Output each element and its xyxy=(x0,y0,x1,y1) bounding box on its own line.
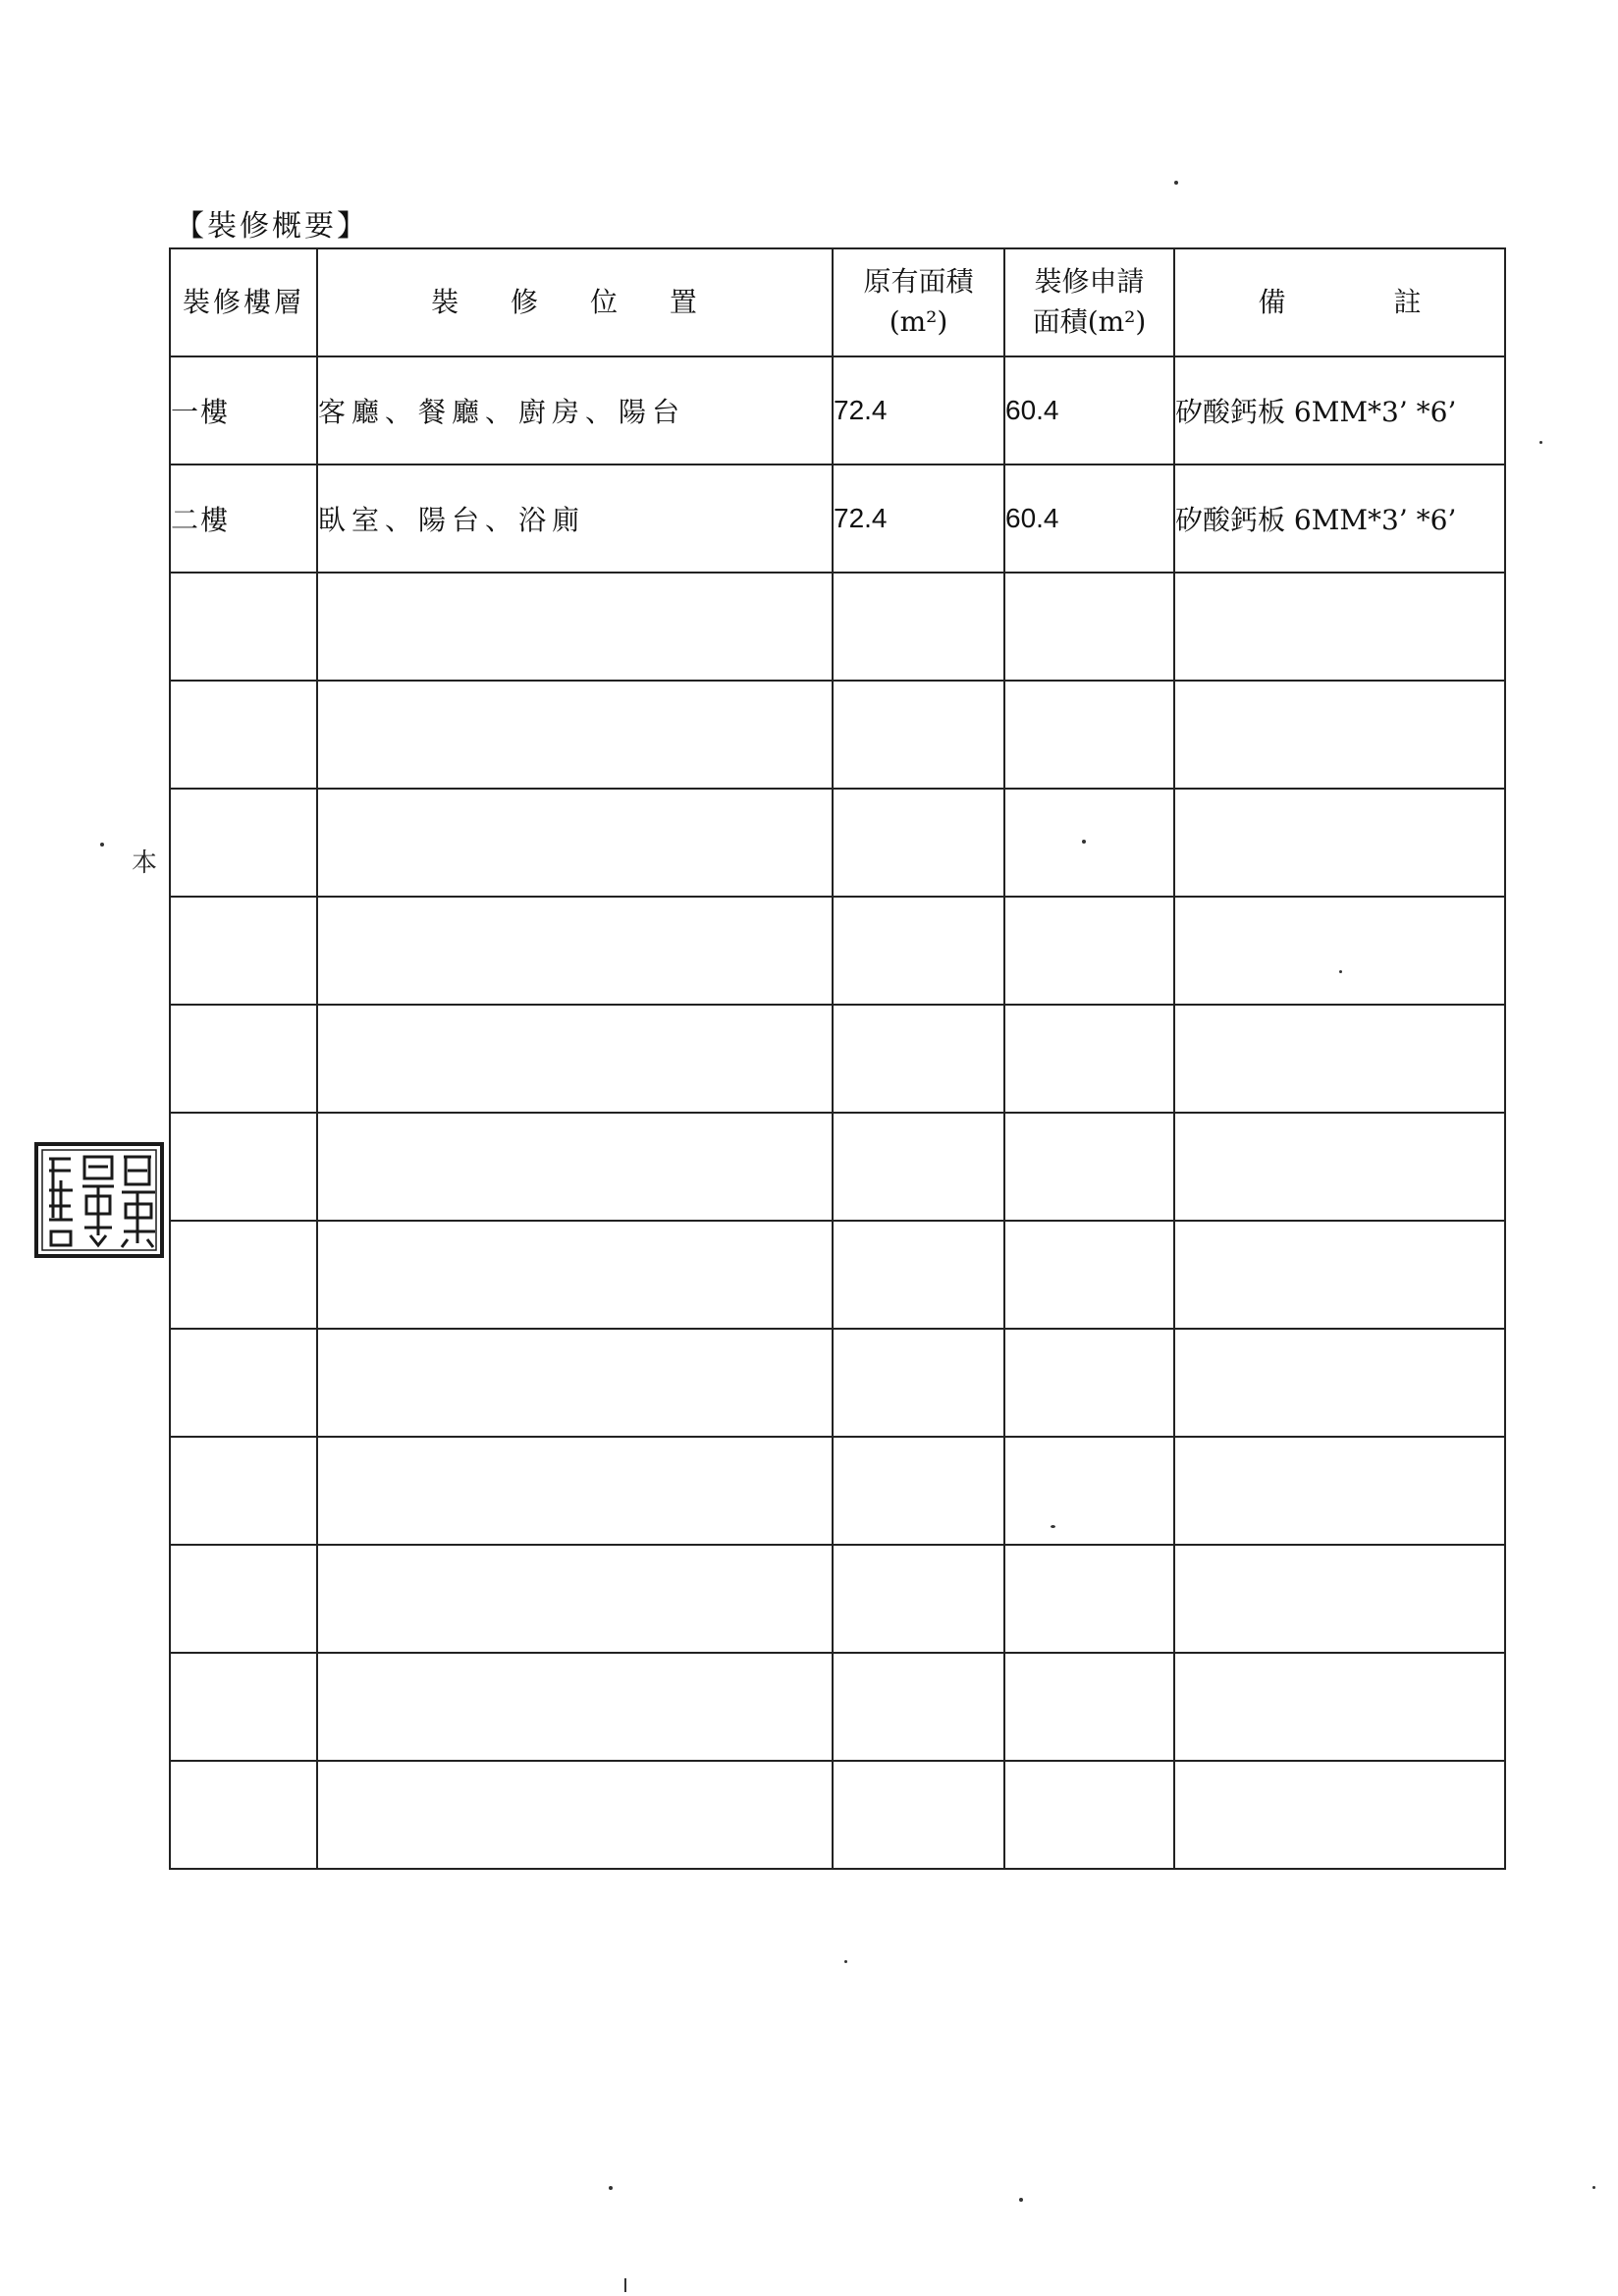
empty-table-row xyxy=(170,1761,1505,1869)
empty-table-row xyxy=(170,681,1505,789)
header-remarks xyxy=(1174,248,1505,356)
cell-location xyxy=(317,1653,833,1761)
cell-location xyxy=(317,1545,833,1653)
cell-original-area xyxy=(833,1221,1004,1329)
scan-speck xyxy=(609,2186,613,2190)
cell-original-area xyxy=(833,897,1004,1005)
header-floor: 裝修樓層 xyxy=(170,248,317,356)
cell-remarks xyxy=(1174,789,1505,897)
cell-original-area xyxy=(833,1329,1004,1437)
header-applied-area xyxy=(1004,248,1174,356)
scan-speck xyxy=(1539,441,1542,444)
cell-floor: 二樓 xyxy=(170,465,317,573)
header-original-area-line2: (m²) xyxy=(889,305,948,338)
empty-table-row xyxy=(170,1005,1505,1113)
table-row xyxy=(170,465,1505,573)
header-location-label: 裝 修 位 置 xyxy=(431,285,719,318)
cell-applied-area xyxy=(1004,681,1174,789)
scan-speck xyxy=(1339,970,1342,973)
cell-applied-area xyxy=(1004,1005,1174,1113)
section-title: 【裝修概要】 xyxy=(175,209,369,244)
cell-location xyxy=(317,789,833,897)
cell-original-area xyxy=(833,573,1004,681)
cell-location xyxy=(317,897,833,1005)
scan-speck xyxy=(1051,1525,1055,1528)
cell-floor xyxy=(170,1437,317,1545)
cell-floor xyxy=(170,1221,317,1329)
cell-remarks xyxy=(1174,1113,1505,1221)
scan-speck xyxy=(844,1960,847,1963)
cell-floor xyxy=(170,1545,317,1653)
empty-table-row xyxy=(170,1545,1505,1653)
cell-location xyxy=(317,1113,833,1221)
cell-applied-area xyxy=(1004,1545,1174,1653)
cell-remarks xyxy=(1174,1221,1505,1329)
cell-remarks xyxy=(1174,897,1505,1005)
cell-applied-area: 60.4 xyxy=(1004,465,1174,573)
header-applied-area-line1: 裝修申請 xyxy=(1034,265,1145,299)
cell-original-area xyxy=(833,1653,1004,1761)
cell-original-area xyxy=(833,681,1004,789)
table-row xyxy=(170,356,1505,465)
cell-remarks xyxy=(1174,1005,1505,1113)
cell-floor xyxy=(170,1113,317,1221)
cell-original-area: 72.4 xyxy=(833,356,1004,465)
cell-floor xyxy=(170,573,317,681)
cell-remarks: 矽酸鈣板 6MM*3’ *6’ xyxy=(1174,465,1505,573)
scan-speck xyxy=(1019,2198,1023,2202)
side-mark: 本 xyxy=(132,848,158,878)
cell-applied-area xyxy=(1004,1113,1174,1221)
architect-seal-stamp xyxy=(33,1141,165,1259)
scan-speck xyxy=(1592,2186,1595,2189)
cell-floor xyxy=(170,1761,317,1869)
cell-remarks xyxy=(1174,1329,1505,1437)
empty-table-row xyxy=(170,1653,1505,1761)
renovation-summary-table xyxy=(169,247,1506,1870)
cell-applied-area xyxy=(1004,1221,1174,1329)
header-applied-area-line2: 面積(m²) xyxy=(1032,305,1147,338)
header-original-area-line1: 原有面積 xyxy=(863,265,974,299)
cell-original-area xyxy=(833,789,1004,897)
header-location xyxy=(317,248,833,356)
cell-remarks xyxy=(1174,1761,1505,1869)
cell-original-area xyxy=(833,1761,1004,1869)
cell-applied-area xyxy=(1004,789,1174,897)
cell-floor xyxy=(170,897,317,1005)
cell-original-area: 72.4 xyxy=(833,465,1004,573)
cell-location xyxy=(317,1221,833,1329)
empty-table-row xyxy=(170,897,1505,1005)
cell-applied-area xyxy=(1004,1653,1174,1761)
scan-speck xyxy=(100,843,104,847)
empty-table-row xyxy=(170,1221,1505,1329)
cell-applied-area xyxy=(1004,573,1174,681)
cell-floor xyxy=(170,681,317,789)
cell-floor xyxy=(170,1005,317,1113)
cell-location xyxy=(317,573,833,681)
cell-original-area xyxy=(833,1545,1004,1653)
empty-table-row xyxy=(170,573,1505,681)
cell-floor xyxy=(170,1653,317,1761)
cell-remarks xyxy=(1174,1437,1505,1545)
scan-speck xyxy=(1082,840,1086,844)
cell-location xyxy=(317,1005,833,1113)
cell-applied-area xyxy=(1004,897,1174,1005)
empty-table-row xyxy=(170,1113,1505,1221)
cell-applied-area: 60.4 xyxy=(1004,356,1174,465)
cell-floor xyxy=(170,1329,317,1437)
cell-remarks xyxy=(1174,1653,1505,1761)
cell-location xyxy=(317,1329,833,1437)
cell-remarks xyxy=(1174,573,1505,681)
header-remarks-b: 註 xyxy=(1393,285,1422,318)
table-body xyxy=(170,356,1505,1869)
cell-location xyxy=(317,1437,833,1545)
header-original-area xyxy=(833,248,1004,356)
scan-speck xyxy=(624,2278,626,2292)
cell-location: 客廳、餐廳、廚房、陽台 xyxy=(317,356,833,465)
scan-speck xyxy=(1174,181,1178,185)
cell-remarks: 矽酸鈣板 6MM*3’ *6’ xyxy=(1174,356,1505,465)
empty-table-row xyxy=(170,1329,1505,1437)
cell-floor xyxy=(170,789,317,897)
table-header-row xyxy=(170,248,1505,356)
cell-location: 臥室、陽台、浴廁 xyxy=(317,465,833,573)
cell-applied-area xyxy=(1004,1437,1174,1545)
cell-remarks xyxy=(1174,1545,1505,1653)
cell-location xyxy=(317,681,833,789)
cell-applied-area xyxy=(1004,1761,1174,1869)
header-remarks-a: 備 xyxy=(1258,285,1286,318)
empty-table-row xyxy=(170,1437,1505,1545)
cell-applied-area xyxy=(1004,1329,1174,1437)
cell-location xyxy=(317,1761,833,1869)
cell-floor: 一樓 xyxy=(170,356,317,465)
cell-original-area xyxy=(833,1113,1004,1221)
cell-original-area xyxy=(833,1437,1004,1545)
cell-original-area xyxy=(833,1005,1004,1113)
empty-table-row xyxy=(170,789,1505,897)
cell-remarks xyxy=(1174,681,1505,789)
